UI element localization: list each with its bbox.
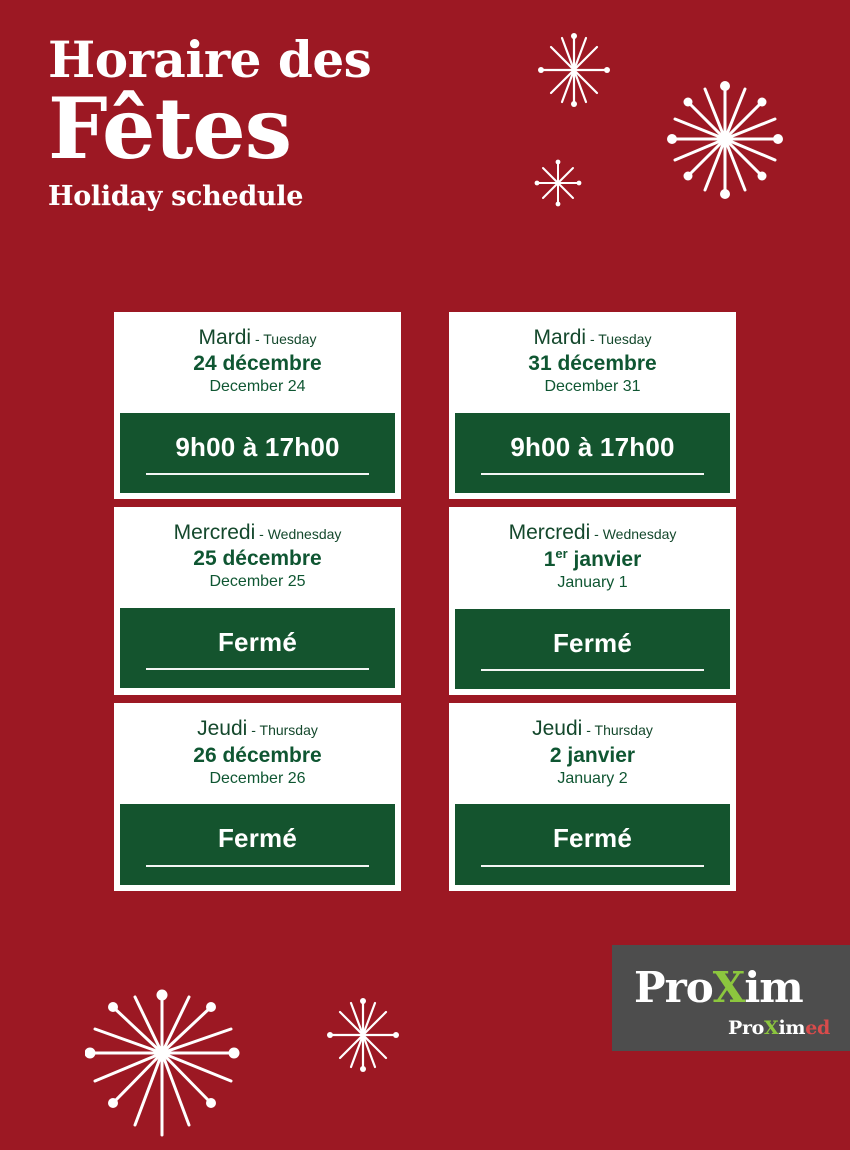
day-separator: - (247, 722, 260, 739)
day-separator: - (586, 331, 599, 347)
date-fr: 31 décembre (528, 352, 657, 376)
card-header (114, 507, 401, 602)
day-name-en: Thursday (594, 722, 653, 739)
schedule-row-2 (114, 507, 736, 695)
schedule-row-1 (114, 312, 736, 499)
day-separator: - (255, 526, 268, 543)
card-header (114, 312, 401, 407)
card-hours-block (120, 413, 395, 494)
logo-sub-ed: ed (805, 1017, 830, 1039)
hours-value: Fermé (217, 823, 298, 854)
card-header (449, 703, 736, 798)
logo-sub-x-mark: X (764, 1017, 779, 1039)
date-fr: 25 décembre (193, 547, 322, 571)
page-title-line1: Horaire des (48, 30, 372, 89)
date-en: December 26 (209, 769, 306, 787)
day-line (124, 326, 391, 349)
day-name-fr: Mardi (533, 326, 587, 349)
hours-underline (481, 669, 704, 671)
hours-underline (146, 865, 369, 867)
day-separator: - (582, 722, 595, 739)
hours-value: 9h00 à 17h00 (510, 431, 675, 462)
card-hours-block (455, 413, 730, 494)
schedule-row-3 (114, 703, 736, 890)
date-en: January 2 (557, 769, 628, 787)
hours-value: 9h00 à 17h00 (175, 431, 340, 462)
card-header (114, 703, 401, 798)
snowflake-icon-top-tiny (533, 158, 583, 213)
day-name-fr: Jeudi (532, 717, 583, 741)
date-en: December 25 (209, 573, 306, 591)
date-fr: 24 décembre (193, 352, 322, 376)
day-line (124, 521, 391, 544)
schedule-card (114, 703, 401, 890)
hours-underline (481, 865, 704, 867)
hours-value: Fermé (217, 626, 298, 657)
brand-logo (612, 945, 850, 1051)
day-name-en: Tuesday (263, 331, 317, 347)
card-hours-block (120, 804, 395, 885)
day-line (459, 326, 726, 349)
date-fr: 1er janvier (543, 546, 642, 572)
snowflake-icon-bottom-large (85, 985, 240, 1150)
card-header (449, 507, 736, 603)
card-hours-block (455, 609, 730, 690)
logo-x-mark: X (712, 963, 745, 1012)
logo-wordmark (634, 963, 803, 1012)
hours-underline (481, 473, 704, 475)
logo-text-part2: im (744, 963, 803, 1012)
logo-text-part1: Pro (634, 963, 713, 1012)
snowflake-icon-bottom-small (325, 995, 401, 1080)
schedule-card (449, 507, 736, 695)
page-subtitle: Holiday schedule (48, 181, 304, 212)
day-name-en: Tuesday (598, 331, 652, 347)
day-separator: - (590, 526, 603, 543)
card-header (449, 312, 736, 407)
card-hours-block (120, 608, 395, 689)
day-separator: - (251, 331, 264, 347)
date-en: December 31 (544, 378, 641, 396)
date-en: December 24 (209, 378, 306, 396)
date-fr: 26 décembre (193, 743, 322, 767)
day-name-fr: Mercredi (173, 521, 256, 545)
day-name-fr: Jeudi (197, 717, 248, 741)
day-name-en: Wednesday (267, 526, 342, 543)
schedule-card (449, 703, 736, 890)
schedule-grid (114, 312, 736, 899)
day-name-fr: Mardi (198, 326, 252, 349)
snowflake-icon-top-large (660, 72, 790, 212)
day-name-en: Thursday (259, 722, 318, 739)
day-line (459, 521, 726, 544)
day-name-fr: Mercredi (508, 521, 591, 545)
hours-underline (146, 473, 369, 475)
date-fr: 2 janvier (549, 743, 636, 767)
logo-sub-part1: Pro (727, 1017, 765, 1039)
schedule-card (114, 507, 401, 695)
day-line (459, 717, 726, 740)
hours-underline (146, 668, 369, 670)
date-en: January 1 (557, 574, 628, 592)
card-hours-block (455, 804, 730, 885)
schedule-card (449, 312, 736, 499)
hours-value: Fermé (552, 627, 633, 658)
page-header (48, 30, 568, 212)
page-title-line2: Fêtes (48, 79, 292, 178)
schedule-card (114, 312, 401, 499)
hours-value: Fermé (552, 823, 633, 854)
snowflake-icon-top-small (535, 30, 613, 115)
day-line (124, 717, 391, 740)
day-name-en: Wednesday (602, 526, 677, 543)
logo-subbrand (728, 1017, 830, 1039)
logo-sub-part2: im (778, 1017, 806, 1039)
